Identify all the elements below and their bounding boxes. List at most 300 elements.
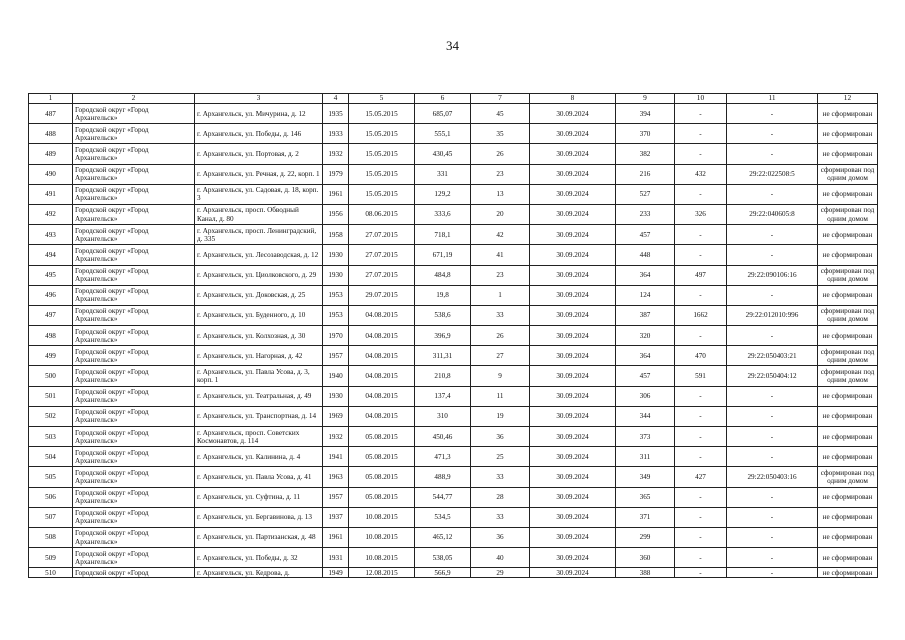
cadastral-number-cell: 29:22:022508:5 <box>727 164 818 184</box>
planned-resettlement-date-cell: 30.09.2024 <box>530 265 616 285</box>
recognition-date-cell: 27.07.2015 <box>349 225 415 245</box>
land-plot-status-cell: сформирован под одним домом <box>818 366 878 386</box>
recognition-date-cell: 15.05.2015 <box>349 164 415 184</box>
land-plot-status-cell: сформирован под одним домом <box>818 204 878 224</box>
land-plot-area-cell: - <box>675 104 727 124</box>
residents-count-cell: 42 <box>471 225 530 245</box>
recognition-date-cell: 04.08.2015 <box>349 326 415 346</box>
table-row <box>29 427 878 447</box>
cadastral-number-cell: 29:22:012010:996 <box>727 305 818 325</box>
address-cell: г. Архангельск, ул. Калинина, д. 4 <box>195 447 323 467</box>
municipality-cell: Городской округ «Город Архангельск» <box>73 406 195 426</box>
land-plot-status-cell: не сформирован <box>818 527 878 547</box>
land-plot-status-cell: сформирован под одним домом <box>818 346 878 366</box>
row-number-cell: 497 <box>29 305 73 325</box>
row-number-cell: 503 <box>29 427 73 447</box>
cadastral-number-cell: 29:22:040605:8 <box>727 204 818 224</box>
residents-count-cell: 33 <box>471 507 530 527</box>
floor-area-cell: 333,6 <box>415 204 471 224</box>
table-row <box>29 144 878 164</box>
recognition-date-cell: 15.05.2015 <box>349 104 415 124</box>
address-cell: г. Архангельск, ул. Портовая, д. 2 <box>195 144 323 164</box>
address-cell: г. Архангельск, ул. Циолковского, д. 29 <box>195 265 323 285</box>
planned-resettlement-date-cell: 30.09.2024 <box>530 427 616 447</box>
land-plot-status-cell: не сформирован <box>818 386 878 406</box>
municipality-cell: Городской округ «Город Архангельск» <box>73 164 195 184</box>
address-cell: г. Архангельск, ул. Доковская, д. 25 <box>195 285 323 305</box>
land-plot-status-cell: не сформирован <box>818 568 878 578</box>
municipality-cell: Городской округ «Город Архангельск» <box>73 104 195 124</box>
recognition-date-cell: 05.08.2015 <box>349 447 415 467</box>
residents-count-cell: 20 <box>471 204 530 224</box>
land-plot-area-cell: - <box>675 507 727 527</box>
area-sqm-cell: 365 <box>616 487 675 507</box>
municipality-cell: Городской округ «Город Архангельск» <box>73 326 195 346</box>
cadastral-number-cell: 29:22:090106:16 <box>727 265 818 285</box>
row-number-cell: 493 <box>29 225 73 245</box>
table-row <box>29 568 878 578</box>
municipality-cell: Городской округ «Город Архангельск» <box>73 527 195 547</box>
row-number-cell: 508 <box>29 527 73 547</box>
municipality-cell: Городской округ «Город Архангельск» <box>73 447 195 467</box>
column-header: 5 <box>349 94 415 104</box>
residents-count-cell: 9 <box>471 366 530 386</box>
residents-count-cell: 40 <box>471 548 530 568</box>
construction-year-cell: 1930 <box>323 245 349 265</box>
row-number-cell: 496 <box>29 285 73 305</box>
cadastral-number-cell: - <box>727 245 818 265</box>
land-plot-area-cell: - <box>675 447 727 467</box>
recognition-date-cell: 10.08.2015 <box>349 507 415 527</box>
land-plot-status-cell: не сформирован <box>818 184 878 204</box>
cadastral-number-cell: - <box>727 427 818 447</box>
municipality-cell: Городской округ «Город Архангельск» <box>73 487 195 507</box>
table-row <box>29 305 878 325</box>
planned-resettlement-date-cell: 30.09.2024 <box>530 487 616 507</box>
municipality-cell: Городской округ «Город Архангельск» <box>73 548 195 568</box>
residents-count-cell: 33 <box>471 467 530 487</box>
table-row <box>29 507 878 527</box>
floor-area-cell: 555,1 <box>415 124 471 144</box>
address-cell: г. Архангельск, ул. Победы, д. 146 <box>195 124 323 144</box>
row-number-cell: 487 <box>29 104 73 124</box>
planned-resettlement-date-cell: 30.09.2024 <box>530 568 616 578</box>
recognition-date-cell: 05.08.2015 <box>349 487 415 507</box>
address-cell: г. Архангельск, ул. Суфтина, д. 11 <box>195 487 323 507</box>
area-sqm-cell: 457 <box>616 225 675 245</box>
planned-resettlement-date-cell: 30.09.2024 <box>530 527 616 547</box>
planned-resettlement-date-cell: 30.09.2024 <box>530 366 616 386</box>
residents-count-cell: 26 <box>471 326 530 346</box>
area-sqm-cell: 382 <box>616 144 675 164</box>
table-row <box>29 245 878 265</box>
floor-area-cell: 488,9 <box>415 467 471 487</box>
cadastral-number-cell: - <box>727 507 818 527</box>
planned-resettlement-date-cell: 30.09.2024 <box>530 124 616 144</box>
table-row <box>29 467 878 487</box>
municipality-cell: Городской округ «Город Архангельск» <box>73 265 195 285</box>
land-plot-area-cell: - <box>675 124 727 144</box>
address-cell: г. Архангельск, ул. Лесозаводская, д. 12 <box>195 245 323 265</box>
construction-year-cell: 1956 <box>323 204 349 224</box>
residents-count-cell: 1 <box>471 285 530 305</box>
municipality-cell: Городской округ «Город Архангельск» <box>73 386 195 406</box>
residents-count-cell: 26 <box>471 144 530 164</box>
row-number-cell: 502 <box>29 406 73 426</box>
table-row <box>29 386 878 406</box>
residents-count-cell: 27 <box>471 346 530 366</box>
area-sqm-cell: 299 <box>616 527 675 547</box>
address-cell: г. Архангельск, ул. Театральная, д. 49 <box>195 386 323 406</box>
floor-area-cell: 544,77 <box>415 487 471 507</box>
area-sqm-cell: 360 <box>616 548 675 568</box>
table-row <box>29 204 878 224</box>
land-plot-area-cell: - <box>675 225 727 245</box>
area-sqm-cell: 364 <box>616 265 675 285</box>
row-number-cell: 488 <box>29 124 73 144</box>
area-sqm-cell: 349 <box>616 467 675 487</box>
recognition-date-cell: 15.05.2015 <box>349 144 415 164</box>
municipality-cell: Городской округ «Город Архангельск» <box>73 184 195 204</box>
floor-area-cell: 310 <box>415 406 471 426</box>
planned-resettlement-date-cell: 30.09.2024 <box>530 386 616 406</box>
residents-count-cell: 29 <box>471 568 530 578</box>
municipality-cell: Городской округ «Город Архангельск» <box>73 507 195 527</box>
planned-resettlement-date-cell: 30.09.2024 <box>530 104 616 124</box>
address-cell: г. Архангельск, ул. Мичурина, д. 12 <box>195 104 323 124</box>
land-plot-area-cell: - <box>675 386 727 406</box>
cadastral-number-cell: - <box>727 326 818 346</box>
planned-resettlement-date-cell: 30.09.2024 <box>530 184 616 204</box>
column-header: 3 <box>195 94 323 104</box>
area-sqm-cell: 448 <box>616 245 675 265</box>
cadastral-number-cell: - <box>727 285 818 305</box>
floor-area-cell: 471,3 <box>415 447 471 467</box>
planned-resettlement-date-cell: 30.09.2024 <box>530 406 616 426</box>
floor-area-cell: 566,9 <box>415 568 471 578</box>
area-sqm-cell: 364 <box>616 346 675 366</box>
column-header: 1 <box>29 94 73 104</box>
recognition-date-cell: 04.08.2015 <box>349 366 415 386</box>
table-row <box>29 527 878 547</box>
row-number-cell: 501 <box>29 386 73 406</box>
recognition-date-cell: 05.08.2015 <box>349 427 415 447</box>
recognition-date-cell: 27.07.2015 <box>349 265 415 285</box>
residents-count-cell: 19 <box>471 406 530 426</box>
cadastral-number-cell: - <box>727 487 818 507</box>
land-plot-status-cell: не сформирован <box>818 447 878 467</box>
floor-area-cell: 311,31 <box>415 346 471 366</box>
recognition-date-cell: 10.08.2015 <box>349 548 415 568</box>
construction-year-cell: 1961 <box>323 527 349 547</box>
cadastral-number-cell: - <box>727 406 818 426</box>
land-plot-status-cell: не сформирован <box>818 104 878 124</box>
land-plot-area-cell: 497 <box>675 265 727 285</box>
residents-count-cell: 25 <box>471 447 530 467</box>
recognition-date-cell: 15.05.2015 <box>349 124 415 144</box>
recognition-date-cell: 15.05.2015 <box>349 184 415 204</box>
construction-year-cell: 1958 <box>323 225 349 245</box>
construction-year-cell: 1957 <box>323 346 349 366</box>
land-plot-status-cell: не сформирован <box>818 144 878 164</box>
row-number-cell: 489 <box>29 144 73 164</box>
column-header: 6 <box>415 94 471 104</box>
area-sqm-cell: 373 <box>616 427 675 447</box>
planned-resettlement-date-cell: 30.09.2024 <box>530 326 616 346</box>
land-plot-area-cell: - <box>675 568 727 578</box>
residents-count-cell: 28 <box>471 487 530 507</box>
planned-resettlement-date-cell: 30.09.2024 <box>530 144 616 164</box>
municipality-cell: Городской округ «Город <box>73 568 195 578</box>
floor-area-cell: 685,07 <box>415 104 471 124</box>
table-row <box>29 184 878 204</box>
land-plot-area-cell: 432 <box>675 164 727 184</box>
address-cell: г. Архангельск, ул. Нагорная, д. 42 <box>195 346 323 366</box>
row-number-cell: 494 <box>29 245 73 265</box>
land-plot-status-cell: не сформирован <box>818 245 878 265</box>
residents-count-cell: 36 <box>471 527 530 547</box>
table-row <box>29 548 878 568</box>
row-number-cell: 505 <box>29 467 73 487</box>
municipality-cell: Городской округ «Город Архангельск» <box>73 245 195 265</box>
column-header: 11 <box>727 94 818 104</box>
table-row <box>29 164 878 184</box>
recognition-date-cell: 04.08.2015 <box>349 346 415 366</box>
table-row <box>29 104 878 124</box>
row-number-cell: 499 <box>29 346 73 366</box>
table-row <box>29 447 878 467</box>
land-plot-area-cell: - <box>675 487 727 507</box>
floor-area-cell: 538,05 <box>415 548 471 568</box>
column-header: 10 <box>675 94 727 104</box>
address-cell: г. Архангельск, ул. Кедрова, д. <box>195 568 323 578</box>
land-plot-area-cell: 1662 <box>675 305 727 325</box>
floor-area-cell: 450,46 <box>415 427 471 447</box>
residents-count-cell: 33 <box>471 305 530 325</box>
table-row <box>29 265 878 285</box>
construction-year-cell: 1970 <box>323 326 349 346</box>
land-plot-area-cell: - <box>675 144 727 164</box>
area-sqm-cell: 311 <box>616 447 675 467</box>
area-sqm-cell: 527 <box>616 184 675 204</box>
row-number-cell: 495 <box>29 265 73 285</box>
land-plot-status-cell: не сформирован <box>818 225 878 245</box>
land-plot-area-cell: - <box>675 427 727 447</box>
table-row <box>29 225 878 245</box>
row-number-cell: 492 <box>29 204 73 224</box>
municipality-cell: Городской округ «Город Архангельск» <box>73 144 195 164</box>
land-plot-status-cell: не сформирован <box>818 285 878 305</box>
planned-resettlement-date-cell: 30.09.2024 <box>530 346 616 366</box>
construction-year-cell: 1933 <box>323 124 349 144</box>
land-plot-status-cell: не сформирован <box>818 124 878 144</box>
area-sqm-cell: 457 <box>616 366 675 386</box>
municipality-cell: Городской округ «Город Архангельск» <box>73 225 195 245</box>
table-row <box>29 346 878 366</box>
row-number-cell: 504 <box>29 447 73 467</box>
municipality-cell: Городской округ «Город Архангельск» <box>73 204 195 224</box>
planned-resettlement-date-cell: 30.09.2024 <box>530 467 616 487</box>
planned-resettlement-date-cell: 30.09.2024 <box>530 285 616 305</box>
land-plot-status-cell: не сформирован <box>818 487 878 507</box>
column-header: 9 <box>616 94 675 104</box>
planned-resettlement-date-cell: 30.09.2024 <box>530 305 616 325</box>
area-sqm-cell: 320 <box>616 326 675 346</box>
table-row <box>29 285 878 305</box>
table-row <box>29 487 878 507</box>
land-plot-area-cell: - <box>675 285 727 305</box>
construction-year-cell: 1949 <box>323 568 349 578</box>
municipality-cell: Городской округ «Город Архангельск» <box>73 346 195 366</box>
municipality-cell: Городской округ «Город Архангельск» <box>73 305 195 325</box>
recognition-date-cell: 29.07.2015 <box>349 285 415 305</box>
residents-count-cell: 36 <box>471 427 530 447</box>
land-plot-area-cell: 591 <box>675 366 727 386</box>
planned-resettlement-date-cell: 30.09.2024 <box>530 548 616 568</box>
address-cell: г. Архангельск, просп. Ленинградский, д. 335 <box>195 225 323 245</box>
row-number-cell: 509 <box>29 548 73 568</box>
area-sqm-cell: 124 <box>616 285 675 305</box>
land-plot-status-cell: сформирован под одним домом <box>818 265 878 285</box>
area-sqm-cell: 394 <box>616 104 675 124</box>
construction-year-cell: 1969 <box>323 406 349 426</box>
construction-year-cell: 1957 <box>323 487 349 507</box>
cadastral-number-cell: - <box>727 386 818 406</box>
residents-count-cell: 23 <box>471 164 530 184</box>
area-sqm-cell: 306 <box>616 386 675 406</box>
area-sqm-cell: 387 <box>616 305 675 325</box>
construction-year-cell: 1931 <box>323 548 349 568</box>
area-sqm-cell: 233 <box>616 204 675 224</box>
column-header: 4 <box>323 94 349 104</box>
municipality-cell: Городской округ «Город Архангельск» <box>73 366 195 386</box>
construction-year-cell: 1963 <box>323 467 349 487</box>
housing-register-table <box>28 93 878 578</box>
land-plot-area-cell: 427 <box>675 467 727 487</box>
column-header: 2 <box>73 94 195 104</box>
floor-area-cell: 671,19 <box>415 245 471 265</box>
cadastral-number-cell: 29:22:050403:16 <box>727 467 818 487</box>
construction-year-cell: 1941 <box>323 447 349 467</box>
floor-area-cell: 534,5 <box>415 507 471 527</box>
row-number-cell: 490 <box>29 164 73 184</box>
planned-resettlement-date-cell: 30.09.2024 <box>530 245 616 265</box>
land-plot-status-cell: не сформирован <box>818 507 878 527</box>
land-plot-area-cell: - <box>675 326 727 346</box>
residents-count-cell: 35 <box>471 124 530 144</box>
construction-year-cell: 1937 <box>323 507 349 527</box>
recognition-date-cell: 27.07.2015 <box>349 245 415 265</box>
construction-year-cell: 1953 <box>323 285 349 305</box>
construction-year-cell: 1953 <box>323 305 349 325</box>
area-sqm-cell: 388 <box>616 568 675 578</box>
land-plot-status-cell: не сформирован <box>818 548 878 568</box>
address-cell: г. Архангельск, ул. Буденного, д. 10 <box>195 305 323 325</box>
municipality-cell: Городской округ «Город Архангельск» <box>73 427 195 447</box>
recognition-date-cell: 10.08.2015 <box>349 527 415 547</box>
floor-area-cell: 137,4 <box>415 386 471 406</box>
row-number-cell: 498 <box>29 326 73 346</box>
recognition-date-cell: 04.08.2015 <box>349 406 415 426</box>
recognition-date-cell: 04.08.2015 <box>349 305 415 325</box>
floor-area-cell: 210,8 <box>415 366 471 386</box>
address-cell: г. Архангельск, ул. Речная, д. 22, корп. 1 <box>195 164 323 184</box>
cadastral-number-cell: - <box>727 104 818 124</box>
cadastral-number-cell: - <box>727 527 818 547</box>
land-plot-area-cell: - <box>675 406 727 426</box>
land-plot-area-cell: 326 <box>675 204 727 224</box>
land-plot-status-cell: не сформирован <box>818 406 878 426</box>
construction-year-cell: 1930 <box>323 386 349 406</box>
floor-area-cell: 331 <box>415 164 471 184</box>
cadastral-number-cell: - <box>727 568 818 578</box>
municipality-cell: Городской округ «Город Архангельск» <box>73 467 195 487</box>
row-number-cell: 491 <box>29 184 73 204</box>
page-number: 34 <box>446 38 459 53</box>
land-plot-area-cell: - <box>675 548 727 568</box>
area-sqm-cell: 216 <box>616 164 675 184</box>
cadastral-number-cell: - <box>727 225 818 245</box>
construction-year-cell: 1932 <box>323 144 349 164</box>
address-cell: г. Архангельск, ул. Павла Усова, д. 3, корп. 1 <box>195 366 323 386</box>
municipality-cell: Городской округ «Город Архангельск» <box>73 285 195 305</box>
recognition-date-cell: 08.06.2015 <box>349 204 415 224</box>
floor-area-cell: 129,2 <box>415 184 471 204</box>
address-cell: г. Архангельск, ул. Бергавинова, д. 13 <box>195 507 323 527</box>
area-sqm-cell: 371 <box>616 507 675 527</box>
table-row <box>29 326 878 346</box>
address-cell: г. Архангельск, ул. Садовая, д. 18, корп. 3 <box>195 184 323 204</box>
construction-year-cell: 1940 <box>323 366 349 386</box>
address-cell: г. Архангельск, ул. Транспортная, д. 14 <box>195 406 323 426</box>
area-sqm-cell: 344 <box>616 406 675 426</box>
land-plot-status-cell: сформирован под одним домом <box>818 467 878 487</box>
area-sqm-cell: 370 <box>616 124 675 144</box>
land-plot-status-cell: не сформирован <box>818 326 878 346</box>
floor-area-cell: 430,45 <box>415 144 471 164</box>
recognition-date-cell: 04.08.2015 <box>349 386 415 406</box>
land-plot-area-cell: - <box>675 184 727 204</box>
floor-area-cell: 718,1 <box>415 225 471 245</box>
row-number-cell: 506 <box>29 487 73 507</box>
row-number-cell: 500 <box>29 366 73 386</box>
construction-year-cell: 1930 <box>323 265 349 285</box>
municipality-cell: Городской округ «Город Архангельск» <box>73 124 195 144</box>
land-plot-status-cell: сформирован под одним домом <box>818 305 878 325</box>
residents-count-cell: 13 <box>471 184 530 204</box>
cadastral-number-cell: - <box>727 548 818 568</box>
residents-count-cell: 41 <box>471 245 530 265</box>
land-plot-status-cell: не сформирован <box>818 427 878 447</box>
residents-count-cell: 45 <box>471 104 530 124</box>
table-row <box>29 406 878 426</box>
residents-count-cell: 23 <box>471 265 530 285</box>
address-cell: г. Архангельск, ул. Победы, д. 32 <box>195 548 323 568</box>
cadastral-number-cell: 29:22:050403:21 <box>727 346 818 366</box>
cadastral-number-cell: - <box>727 144 818 164</box>
column-header: 8 <box>530 94 616 104</box>
cadastral-number-cell: - <box>727 124 818 144</box>
address-cell: г. Архангельск, ул. Колхозная, д. 30 <box>195 326 323 346</box>
column-number-row <box>29 94 878 104</box>
cadastral-number-cell: - <box>727 447 818 467</box>
table-row <box>29 366 878 386</box>
land-plot-status-cell: сформирован под одним домом <box>818 164 878 184</box>
planned-resettlement-date-cell: 30.09.2024 <box>530 225 616 245</box>
recognition-date-cell: 12.08.2015 <box>349 568 415 578</box>
floor-area-cell: 19,8 <box>415 285 471 305</box>
planned-resettlement-date-cell: 30.09.2024 <box>530 447 616 467</box>
